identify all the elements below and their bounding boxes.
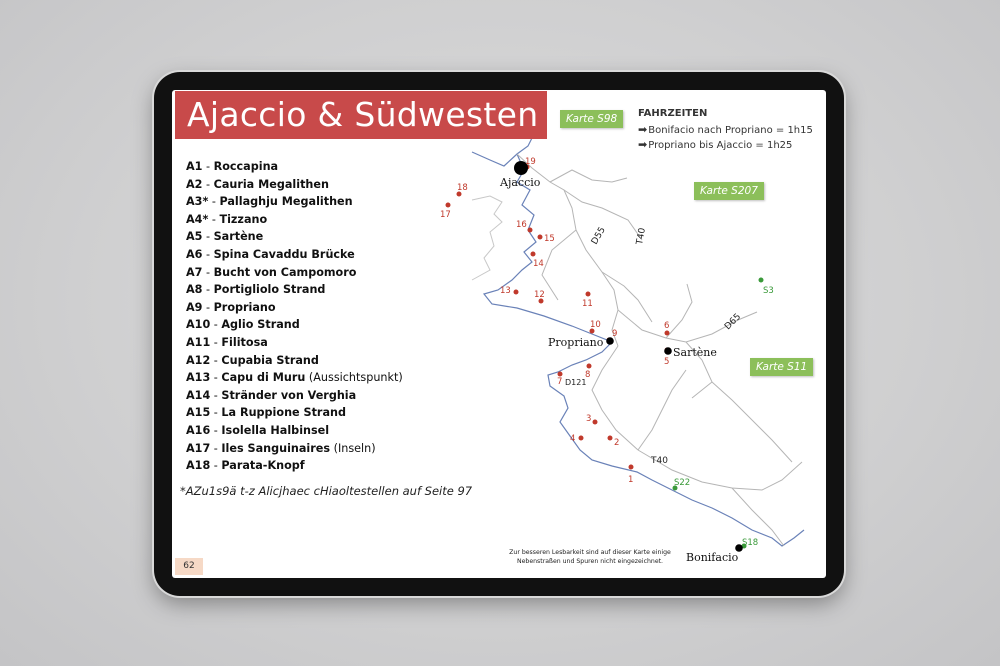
- legend-item: A2 - Cauria Megalithen: [186, 177, 329, 191]
- point-6: [665, 331, 670, 336]
- label-8: 8: [585, 370, 591, 380]
- point-S3: [759, 278, 764, 283]
- label-10: 10: [590, 320, 601, 330]
- point-7: [558, 372, 563, 377]
- point-3: [593, 420, 598, 425]
- road-t40-north: T40: [635, 227, 648, 246]
- page-number: 62: [175, 558, 203, 575]
- legend-item: A5 - Sartène: [186, 230, 264, 244]
- label-S22: S22: [674, 478, 691, 488]
- legend-item: A13 - Capu di Muru (Aussichtspunkt): [186, 371, 403, 385]
- footnote: *AZu1s9ä t-z Alicjhaec cHiaoltestellen auf Seite 97: [180, 484, 473, 498]
- coast-inland-outline: [472, 196, 502, 280]
- label-17: 17: [440, 210, 451, 220]
- legend-item: A7 - Bucht von Campomoro: [186, 265, 357, 279]
- place-ajaccio: Ajaccio: [500, 176, 541, 189]
- road-d65: D65: [723, 312, 744, 333]
- arrow-icon: ➡: [638, 138, 648, 151]
- label-4: 4: [570, 434, 576, 444]
- map-ref-s11: Karte S11: [750, 358, 813, 376]
- legend-item: A12 - Cupabia Strand: [186, 353, 319, 367]
- label-3: 3: [586, 414, 592, 424]
- place-bonifacio: Bonifacio: [686, 551, 739, 564]
- label-13: 13: [500, 286, 511, 296]
- legend-item: A10 - Aglio Strand: [186, 318, 300, 332]
- label-S3: S3: [763, 286, 774, 296]
- place-sartene: Sartène: [673, 346, 717, 359]
- legend-item: A9 - Propriano: [186, 300, 276, 314]
- road-d55: D55: [589, 225, 608, 247]
- legend-item: A3* - Pallaghju Megalithen: [186, 195, 353, 209]
- label-15: 15: [544, 234, 555, 244]
- legend-item: A4* - Tizzano: [186, 212, 268, 226]
- label-2: 2: [614, 438, 620, 448]
- label-14: 14: [533, 259, 544, 269]
- point-15: [538, 235, 543, 240]
- arrow-icon: ➡: [638, 123, 648, 136]
- point-16: [528, 228, 533, 233]
- legend-item: A16 - Isolella Halbinsel: [186, 423, 330, 437]
- label-18: 18: [457, 183, 468, 193]
- label-11: 11: [582, 299, 593, 309]
- tablet-frame: [154, 72, 844, 596]
- map-ref-s207: Karte S207: [694, 182, 764, 200]
- legend-item: A1 - Roccapina: [186, 160, 279, 173]
- legend-item: A14 - Stränder von Verghia: [186, 388, 357, 402]
- point-4: [579, 436, 584, 441]
- town-dot-sartene: [664, 347, 672, 355]
- label-16: 16: [516, 220, 527, 230]
- legend-item: A17 - Iles Sanguinaires (Inseln): [186, 441, 376, 455]
- point-2: [608, 436, 613, 441]
- page-title: Ajaccio & Südwesten: [175, 91, 547, 139]
- legend-item: A18 - Parata-Knopf: [186, 459, 305, 473]
- travel-times-title: FAHRZEITEN: [638, 108, 708, 119]
- travel-times: [638, 108, 813, 153]
- travel-time-line: ➡Propriano bis Ajaccio = 1h25: [638, 138, 793, 151]
- label-S18: S18: [742, 538, 759, 548]
- road-d121: D121: [565, 378, 587, 387]
- roads: [517, 154, 802, 546]
- map-note: Zur besseren Lesbarkeit sind auf dieser Karte einige Nebenstraßen und Spuren nicht eingezeichnet.: [509, 549, 671, 565]
- road-t40-south: T40: [651, 456, 668, 466]
- label-7: 7: [557, 377, 563, 387]
- legend-item: A8 - Portigliolo Strand: [186, 283, 326, 297]
- label-19: 19: [525, 157, 536, 167]
- label-5: 5: [664, 357, 670, 367]
- label-9: 9: [612, 329, 618, 339]
- legend-item: A15 - La Ruppione Strand: [186, 406, 346, 420]
- point-1: [629, 465, 634, 470]
- page-screen: [172, 90, 826, 578]
- legend-item: A6 - Spina Cavaddu Brücke: [186, 247, 355, 261]
- legend-item: A11 - Filitosa: [186, 335, 268, 349]
- label-1: 1: [628, 475, 634, 485]
- label-6: 6: [664, 321, 670, 331]
- label-12: 12: [534, 290, 545, 300]
- point-13: [514, 290, 519, 295]
- point-14: [531, 252, 536, 257]
- map-ref-s98: Karte S98: [560, 110, 623, 128]
- point-11: [586, 292, 591, 297]
- point-8: [587, 364, 592, 369]
- location-legend: [186, 158, 466, 475]
- place-propriano: Propriano: [548, 336, 604, 349]
- travel-time-line: ➡Bonifacio nach Propriano = 1h15: [638, 123, 813, 136]
